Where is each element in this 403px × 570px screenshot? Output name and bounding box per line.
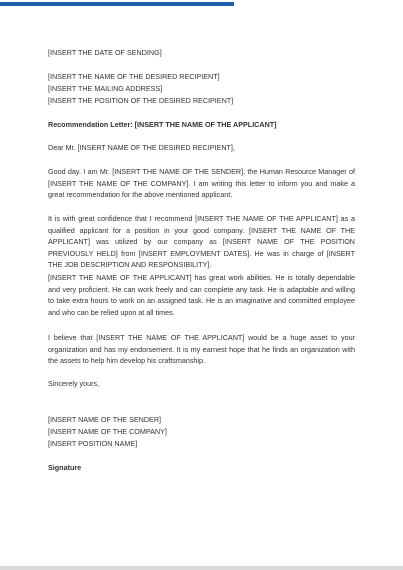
recipient-name: [INSERT THE NAME OF THE DESIRED RECIPIENT] xyxy=(48,72,220,81)
sender-company: [INSERT NAME OF THE COMPANY] xyxy=(48,427,167,436)
body-paragraph-1: Good day. I am Mr. [INSERT THE NAME OF THE SENDER], the Human Resource Manager of [INSERT THE NAME OF THE COMPANY]. I am writing this letter to inform you and make a great recommendation for the above mentioned applicant. xyxy=(48,167,355,200)
recipient-position: [INSERT THE POSITION OF THE DESIRED RECIPIENT] xyxy=(48,96,234,105)
sender-position: [INSERT POSITION NAME] xyxy=(48,439,138,448)
subject-line: Recommendation Letter: [INSERT THE NAME OF THE APPLICANT] xyxy=(48,120,277,129)
sender-name: [INSERT NAME OF THE SENDER] xyxy=(48,415,162,424)
salutation: Dear Mr. [INSERT NAME OF THE DESIRED RECIPIENT], xyxy=(48,143,235,152)
signature-label: Signature xyxy=(48,463,82,472)
date-line: [INSERT THE DATE OF SENDING] xyxy=(48,48,162,57)
closing: Sincerely yours, xyxy=(48,379,100,388)
header-accent-bar xyxy=(0,2,234,6)
footer-bar xyxy=(0,566,403,570)
recipient-address: [INSERT THE MAILING ADDRESS] xyxy=(48,84,163,93)
body-paragraph-3: [INSERT THE NAME OF THE APPLICANT] has great work abilities. He is totally dependable and very proficient. He can work freely and can complete any task. He is adaptable and willing to take extra hours to work on an assigned task. He is an imaginative and committed employee and who can be relied upon at all times. xyxy=(48,273,355,317)
body-paragraph-4: I believe that [INSERT THE NAME OF THE APPLICANT] would be a huge asset to your organization and has my endorsement. It is my earnest hope that he finds an organization with the assets to help him develop his craftsmanship. xyxy=(48,333,355,366)
body-paragraph-2: It is with great confidence that I recommend [INSERT THE NAME OF THE APPLICANT] as a qualified applicant for a position in your good company. [INSERT THE NAME OF THE APPLICANT] was utilized by our company as [INSERT NAME OF THE POSITION PREVIOUSLY HELD] from [INSERT EMPLOYMENT DATES]. He was in charge of [INSERT THE JOB DESCRIPTION AND RESPONSIBILITY]. xyxy=(48,214,355,270)
